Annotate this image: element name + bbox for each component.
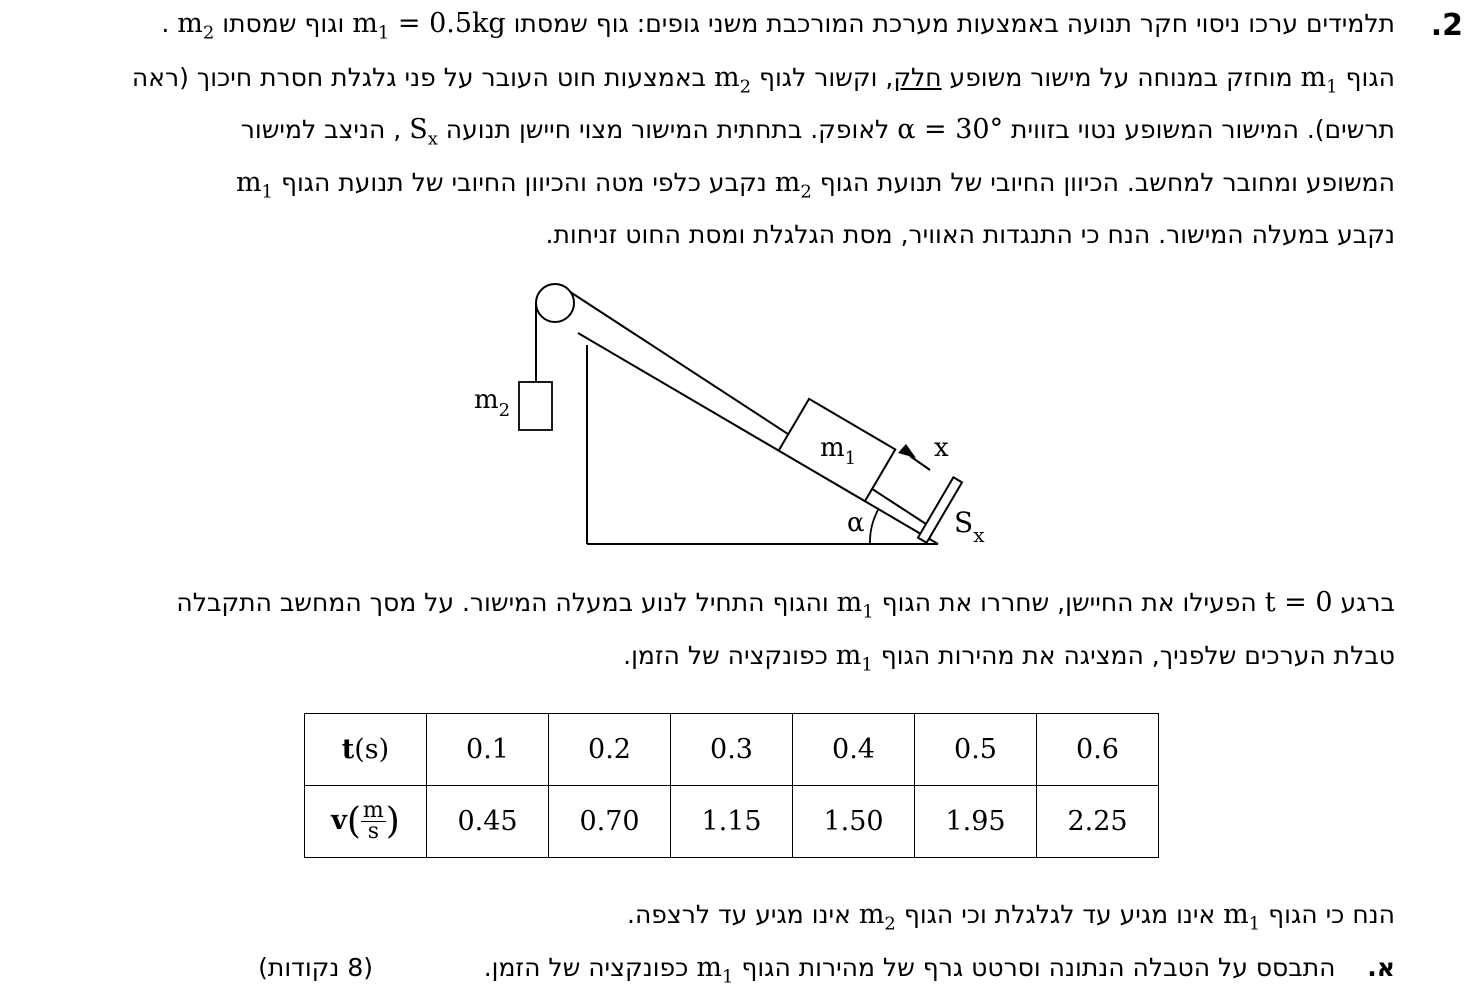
middle-line-2: טבלת הערכים שלפניך, המציגה את מהירות הגוף $m_1$ כפונקציה של הזמן. (623, 640, 1395, 676)
subquestion-a: א. התבסס על הטבלה הנתונה וסרטט גרף של מהירות הגוף $m_1$ כפונקציה של הזמן. (483, 952, 1395, 988)
x-label: x (934, 433, 949, 463)
table-cell: 0.3 (671, 714, 793, 786)
table-cell: 0.45 (427, 786, 549, 858)
intro-line-5: נקבע במעלה המישור. הנח כי התנגדות האוויר, מסת הגלגלת ומסת החוט זניחות. (545, 220, 1395, 249)
table-cell: 0.1 (427, 714, 549, 786)
table-cell: 1.95 (915, 786, 1037, 858)
table-cell: 1.15 (671, 786, 793, 858)
table-cell: 0.2 (549, 714, 671, 786)
table-cell: 0.6 (1037, 714, 1159, 786)
block-m2 (519, 382, 552, 430)
intro-line-4: המשופע ומחובר למחשב. הכיוון החיובי של תנועת הגוף $m_2$ נקבע כלפי מטה והכיוון החיובי של תנועת הגוף $m_1$ (235, 167, 1395, 203)
x-arrow-shaft (910, 456, 930, 470)
pulley-icon (536, 284, 574, 322)
table-cell: 2.25 (1037, 786, 1159, 858)
m1-label: $m_1$ (820, 433, 857, 469)
intro-line-1: תלמידים ערכו ניסוי חקר תנועה באמצעות מערכת המורכבת משני גופים: גוף שמסתו $m_1 = 0.5kg$ וגוף שמסתו $m_2$ . (161, 8, 1395, 44)
table-cell: 0.5 (915, 714, 1037, 786)
intro-line-2: הגוף $m_1$ מוחזק במנוחה על מישור משופע חלק, וקשור לגוף $m_2$ באמצעות חוט העובר על פני גלגלת חסרת חיכוך (ראה (131, 62, 1395, 98)
assume-line: הנח כי הגוף $m_1$ אינו מגיע עד לגלגלת וכי הגוף $m_2$ אינו מגיע עד לרצפה. (627, 899, 1395, 935)
table-cell: 1.50 (793, 786, 915, 858)
x-arrow-head-icon (898, 444, 916, 458)
alpha-label: α (847, 508, 865, 538)
table-cell: 0.4 (793, 714, 915, 786)
middle-line-1: ברגע t = 0 הפעילו את החיישן, שחררו את הגוף $m_1$ והגוף התחיל לנוע במעלה המישור. על מסך המחשב התקבלה (176, 587, 1395, 623)
subquestion-a-points: (8 נקודות) (258, 953, 373, 982)
table-cell: 0.70 (549, 786, 671, 858)
question-number: .2 (1430, 8, 1463, 43)
table-row-velocity (305, 786, 1159, 858)
table-row-time (305, 714, 1159, 786)
m2-label: $m_2$ (474, 385, 511, 421)
time-header: t(s) (305, 714, 427, 786)
velocity-header: v( $\frac{m}{s}$ ) (305, 786, 427, 858)
velocity-time-table (304, 713, 1159, 858)
intro-line-3: תרשים). המישור המשופע נטוי בזווית α = 30° לאופק. בתחתית המישור מצוי חיישן תנועה $S_x$ , הניצב למישור (240, 114, 1395, 150)
incline-diagram (460, 270, 1020, 560)
sensor-label: $S_x$ (954, 506, 985, 547)
angle-arc (870, 510, 878, 544)
triangle-hypotenuse (578, 333, 938, 544)
